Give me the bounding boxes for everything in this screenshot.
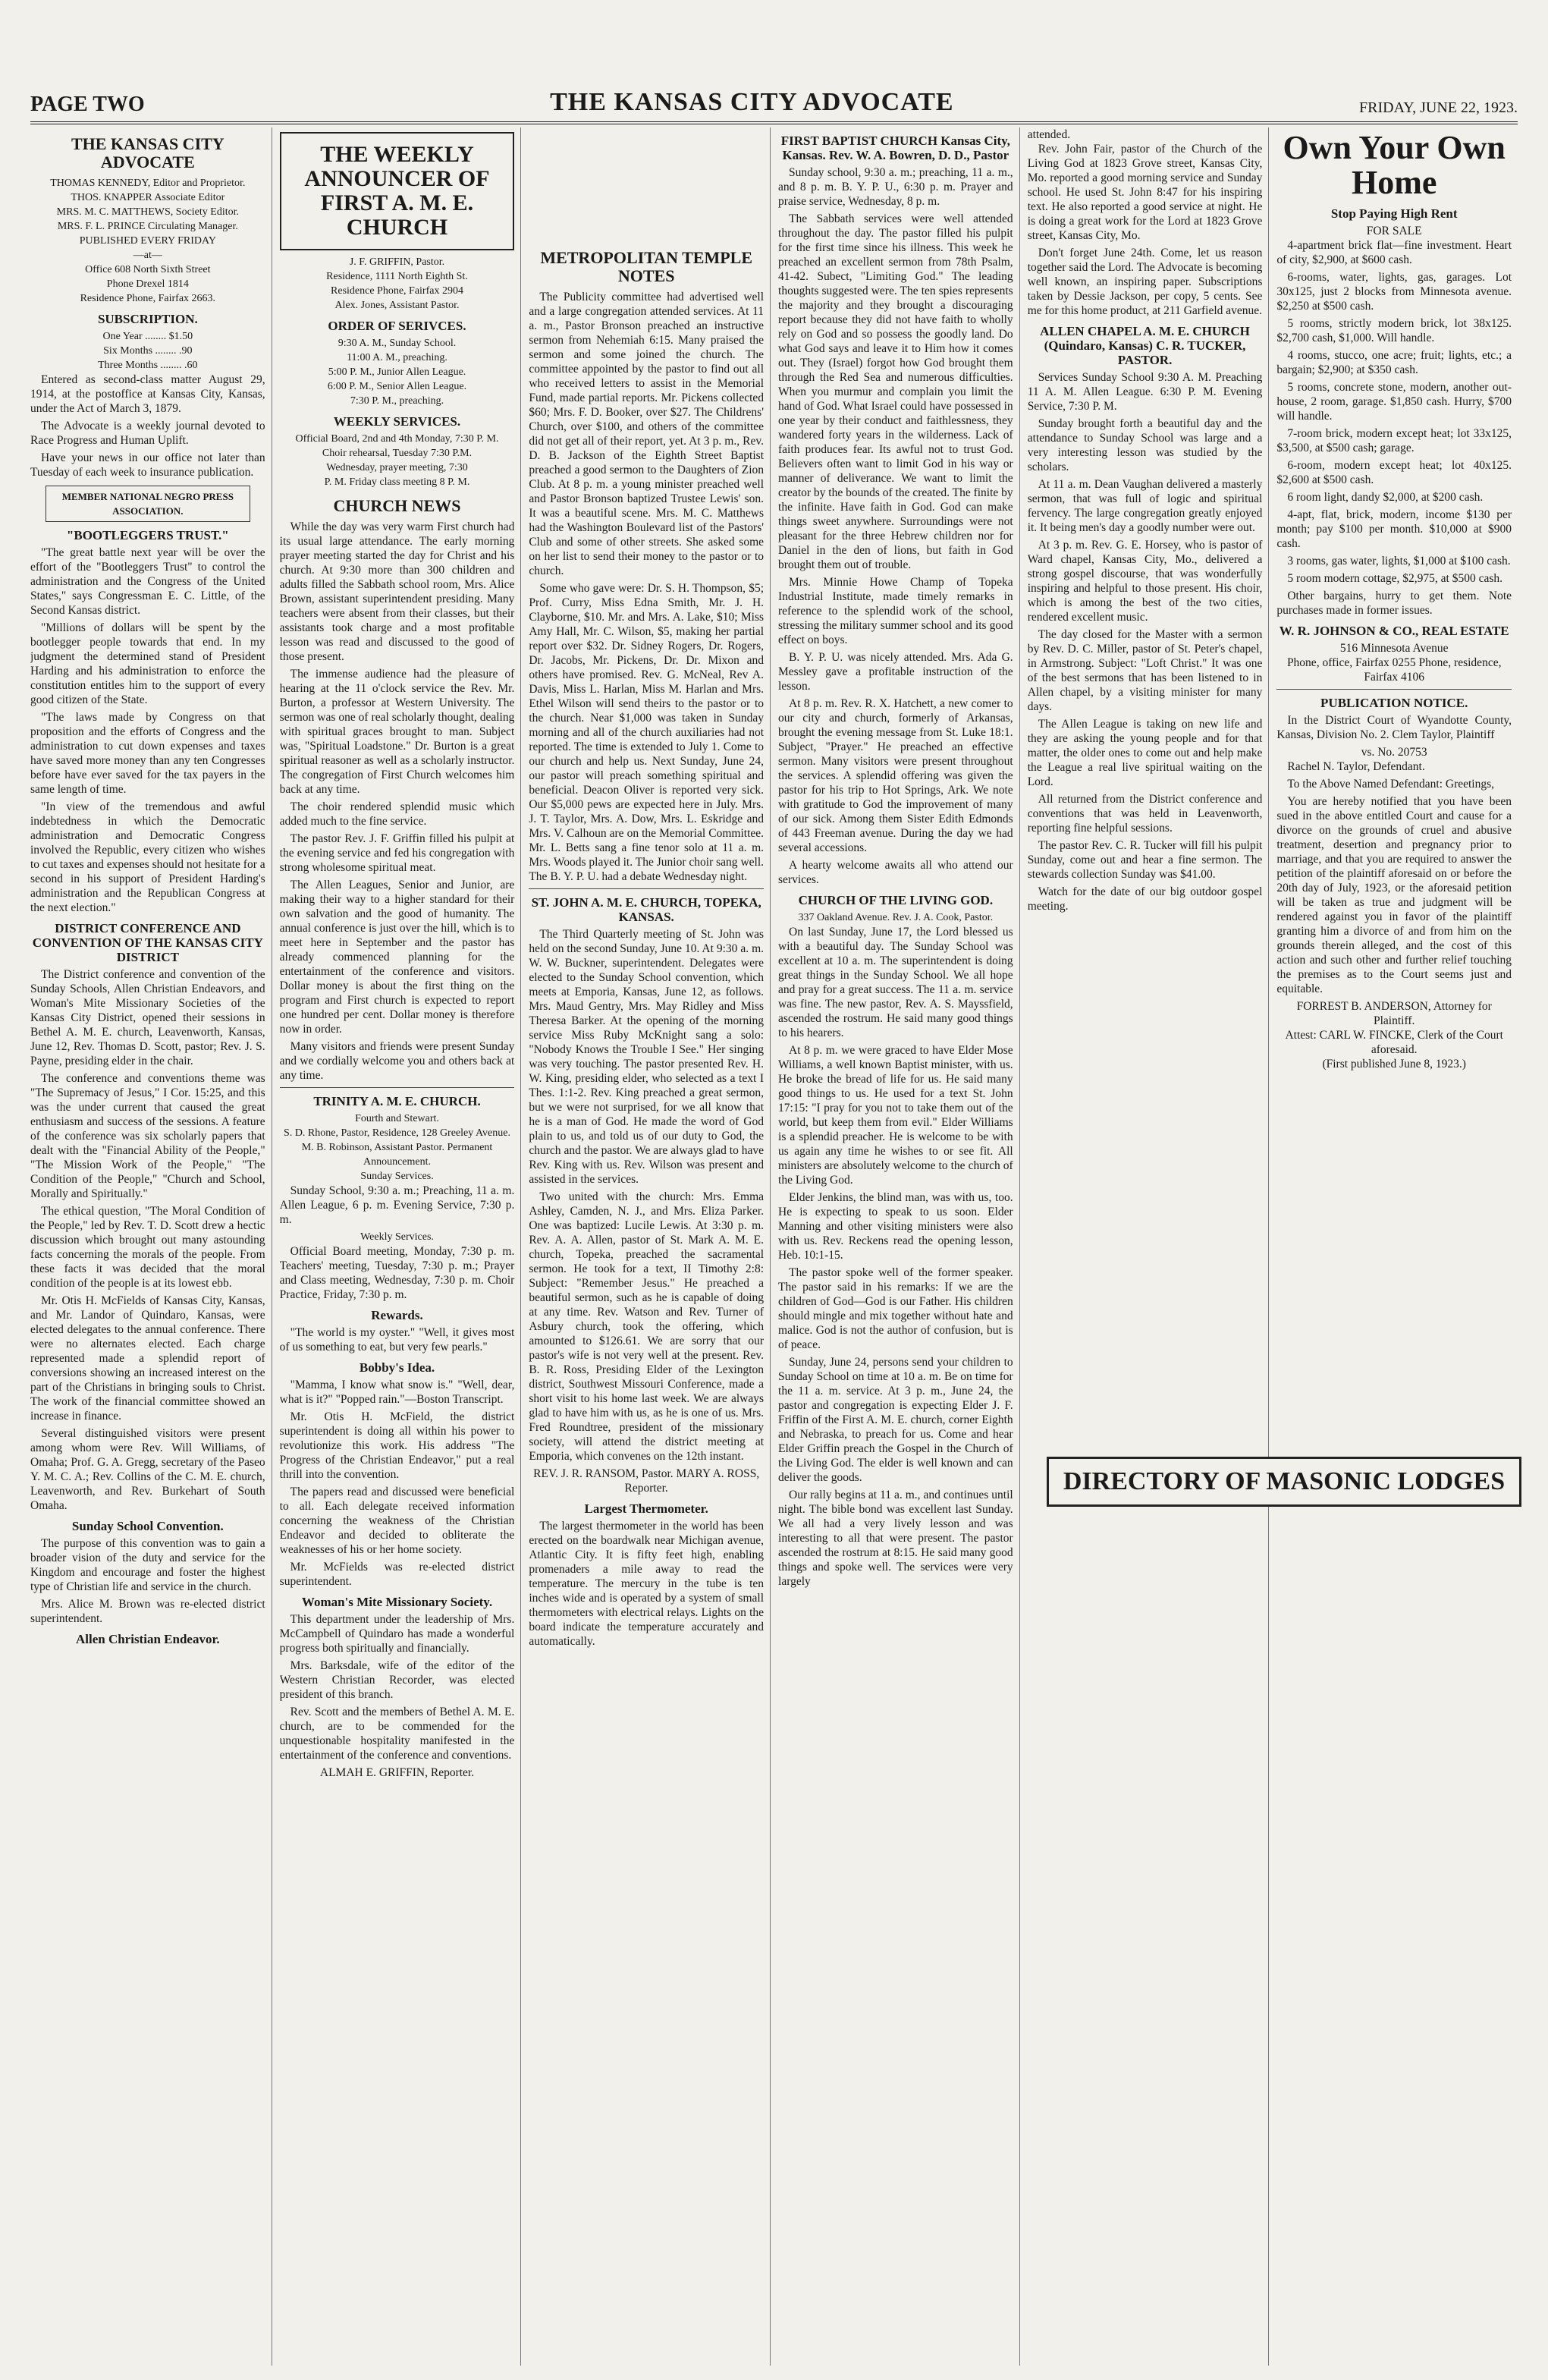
metro-head: METROPOLITAN TEMPLE NOTES [540,248,753,285]
masthead: THE KANSAS CITY ADVOCATE [550,88,954,116]
pastor-line: J. F. GRIFFIN, Pastor. [349,256,445,268]
trinity-line: Weekly Services. [360,1231,434,1243]
weekly-line: P. M. Friday class meeting 8 P. M. [324,476,470,488]
order-line: 11:00 A. M., preaching. [347,352,447,363]
living-god-head: CHURCH OF THE LIVING GOD. [798,893,994,907]
sub-line: One Year ........ $1.50 [102,331,193,342]
listing: 6 room light, dandy $2,000, at $200 cash. [1287,491,1484,504]
listing: 4-apt, flat, brick, modern, income $130 per month; pay $100 per month. $10,000 at $900 cash. [1276,508,1512,550]
pastor-line: Residence Phone, Fairfax 2904 [331,285,463,297]
sub-line: Six Months ........ .90 [103,345,193,357]
subscription-head: SUBSCRIPTION. [97,312,198,326]
divider [280,1087,515,1088]
trinity-line: M. B. Robinson, Assistant Pastor. Permanent Announcement. [301,1142,493,1168]
ss-para: Mrs. Alice M. Brown was re-elected district superintendent. [30,1598,265,1625]
stjohn-para: The Third Quarterly meeting of St. John was held on the second Sunday, June 10. At 9:30 a. m. W. W. Buckner, superintendent. Delegates were elected to the Sunday School convention, which meets at Emporia, Kansas, June 12, as follows. Mrs. Maud Gentry, Mrs. May Ridley and Miss Theresa Barker. At the opening of the morning service Miss Ruby McKnight sang a solo: "Nobody Knows the Trouble I See." Her singing was very touching. The pastor presented Rev. H. W. King, presiding elder, who selected as a text I Thes. 1:1-2. Rev. King preached a great sermon, but we were not surprised, for we all know that he is a man of God. He made the word of God plain to us, and told us of our duty to God, the church and the pastor. We are always glad to have Rev. King with us. Rev. Wilson was present and assisted in the services. [529,928,765,1186]
for-sale: FOR SALE [1366,225,1422,237]
bootleg-para: "In view of the tremendous and awful indebtedness in which the Democratic administration and Democratic Congress involved the Republic, every citizen who wishes to cut taxes and expenses should not hesitate for a second in his support of President Harding's administration and the Republican Congress at the next election." [30,800,265,914]
trinity-para: Sunday School, 9:30 a. m.; Preaching, 11 a. m. Allen League, 6 p. m. Evening Service, 7:30 p. m. [279,1184,515,1226]
first-para: A hearty welcome awaits all who attend our services. [778,859,1013,886]
listing: 5 rooms, strictly modern brick, lot 38x125. $2,700 cash, $1,000. Will handle. [1276,317,1512,344]
trinity-line: Sunday Services. [360,1171,434,1182]
weekly-line: Choir rehearsal, Tuesday 7:30 P.M. [322,448,473,459]
wmms-para: Mrs. Barksdale, wife of the editor of the Western Christian Recorder, was elected president of this branch. [279,1659,515,1701]
announcer-title: THE WEEKLY ANNOUNCER OF FIRST A. M. E. CHURCH [304,142,490,240]
news-para: The Allen Leagues, Senior and Junior, are making their way to a higher standard for their own salvation and the good of humanity. The annual conference is just over the hill, which is to meet here in September and the pastor has already commenced planning for the entertainment of the conference and visitors. Dollar money is about the first thing on the program and First church is expected to report one hundred per cent. Dollar money is therefore now in order. [279,879,515,1036]
agent-name: W. R. JOHNSON & CO., REAL ESTATE [1279,624,1509,638]
pub-sign: (First published June 8, 1923.) [1322,1058,1466,1071]
news-para: The pastor Rev. J. F. Griffin filled his pulpit at the evening service and fed his congregation with strong wholesome spiritual meat. [279,832,515,874]
stjohn-sign: REV. J. R. RANSOM, Pastor. MARY A. ROSS, Reporter. [533,1467,760,1495]
first-para: B. Y. P. U. was nicely attended. Mrs. Ada G. Messley gave a profitable instruction of the lesson. [778,651,1013,693]
staff-line: Office 608 North Sixth Street [85,264,211,275]
order-line: 9:30 A. M., Sunday School. [338,338,457,349]
column-5 [1028,127,1270,2366]
living-para: Our rally begins at 11 a. m., and continues until night. The bible bond was excellent last Sunday. We all had a very lively lesson and was interesting to all that were present. The pastor ascended the rostrum at 8:15. He said many good things and spoke well. The services were very largely [778,1489,1013,1588]
district-para: The ethical question, "The Moral Condition of the People," led by Rev. T. D. Scott drew a hectic discussion which brought out many astounding facts concerning the morals of the people. From these facts it was decided that the moral condition of the people is at its lowest ebb. [30,1205,265,1290]
listing: 4-apartment brick flat—fine investment. Heart of city, $2,900, at $600 cash. [1276,239,1512,266]
spacer [529,127,764,241]
pub-sign: Attest: CARL W. FINCKE, Clerk of the Court aforesaid. [1285,1029,1503,1056]
first-para: At 8 p. m. Rev. R. X. Hatchett, a new comer to our city and church, formerly of Arkansas, brought the evening message from St. Luke 18:1. Subject, "Prayer." He preached an effective sermon. Many visitors were present throughout the services. A splendid offering was given the pastor for his trip to Hot Springs, Ark. We note with gratitude to God the improvement of many of our sick. Among them Sister Edith Edmonds of 443 Freeman avenue. During the day we had several accessions. [778,697,1013,854]
sub-line: Three Months ........ .60 [98,360,198,371]
living-para: Sunday, June 24, persons send your children to Sunday School on time at 10 a. m. Be on time for the 11 a. m. service. At 3 p. m., June 24, the pastor and congregation is expecting Elder J. F. Friffin of the First A. M. E. church, corner Eighth and Nebraska, to preach for us. Come and hear Elder Griffin preach the Gospel in the Church of the Living God. The elder is well known and can deliver the goods. [778,1356,1013,1484]
page-header [30,83,1518,124]
pastor-line: Residence, 1111 North Eighth St. [326,271,468,282]
first-schedule: Sunday school, 9:30 a. m.; preaching, 11 a. m., and 8 p. m. B. Y. P. U., 6:30 p. m. Prayer and praise service, Wednesday, 8 p. m. [778,166,1013,208]
bootleg-head: "BOOTLEGGERS TRUST." [66,528,229,542]
order-head: ORDER OF SERIVCES. [328,319,466,333]
staff-line: —at— [133,250,162,261]
thermo-head: Largest Thermometer. [584,1501,708,1516]
pastor-line: Alex. Jones, Assistant Pastor. [334,300,460,311]
trinity-line: S. D. Rhone, Pastor, Residence, 128 Greeley Avenue. [284,1127,510,1139]
weekly-line: Wednesday, prayer meeting, 7:30 [326,462,468,473]
district-para: Mr. Otis H. McFields of Kansas City, Kansas, and Mr. Landor of Quindaro, Kansas, were elected delegates to the annual conference. There were no alternates elected. Each charge represented made a splendid report of conversions showing an increased interest on the part of the Christians in bringing souls to Christ. The work of the financial committee showed an increase in finance. [30,1294,265,1423]
allen-para: The day closed for the Master with a sermon by Rev. D. C. Miller, pastor of St. Peter's chapel, in Armstrong. Subject: "Loft Christ." It was one of the best sermons that has been listened to in Allen chapel, by a visiting minister for many days. [1027,628,1263,713]
pub-para: In the District Court of Wyandotte County, Kansas, Division No. 2. Clem Taylor, Plaintiff [1276,714,1512,741]
weekly-line: Official Board, 2nd and 4th Monday, 7:30 P. M. [295,433,499,445]
allen-para: Sunday brought forth a beautiful day and the attendance to Sunday School was large and a very interesting lesson was studied by the scholars. [1027,417,1263,473]
column-4 [778,127,1020,2366]
intro-para: Don't forget June 24th. Come, let us reason together said the Lord. The Advocate is becoming well known, an inspiring paper. Subscriptions taken by Dessie Jackson, per copy, 5 cents. See me for this home product, at 211 Garfield avenue. [1027,247,1263,317]
mission-note: The Advocate is a weekly journal devoted to Race Progress and Human Uplift. [30,420,265,447]
pub-para: You are hereby notified that you have been sued in the above entitled Court and cause for a divorce on the grounds of cruel and abusive treatment, desertion and pregnancy prior to marriage, and that you are required to answer the petition of the plaintiff aforesaid on or before the 20th day of July, 1923, or the aforesaid petition will be taken as true and judgment will be rendered against you in favor of the plaintiff granting him a divorce of and from him on the grounds therein alleged, and the cost of this action and such other and further relief touching the premises as to the Court seems just and equitable. [1276,795,1512,995]
ace-head: Allen Christian Endeavor. [75,1632,220,1646]
wmms-para: Rev. Scott and the members of Bethel A. M. E. church, are to be commended for the unquestionable hospitality manifested in the entertainment of the conference and conventions. [279,1706,515,1762]
column-3 [529,127,771,2366]
listing: 4 rooms, stucco, one acre; fruit; lights, etc.; a bargain; $2,900; at $350 cash. [1276,349,1512,376]
pub-para: Rachel N. Taylor, Defendant. [1287,760,1425,773]
living-para: On last Sunday, June 17, the Lord blessed us with a beautiful day. The Sunday School was excellent at 10 a. m. The superintendent is doing great things in the Sunday School. We all hope and pray for a great success. The 11 a. m. service was fine. The new pastor, Rev. A. S. Mayssfield, ascended the rostrum. He said many good things to his hearers. [778,926,1013,1039]
district-para: The conference and conventions theme was "The Supremacy of Jesus," I Cor. 15:25, and this was the under current that caused the great enthusiasm and success of the sessions. A feature of the conference was six scholarly papers that dealt with the "Financial Ability of the People," "The Mission Work of the People," "The Condition of the People," "Church and School, Morally and Spiritually." [30,1072,265,1200]
entered-note: Entered as second-class matter August 29, 1914, at the postoffice at Kansas City, Kansas, under the Act of March 3, 1879. [30,373,265,415]
staff-line: MRS. F. L. PRINCE Circulating Manager. [57,221,238,232]
listing: 7-room brick, modern except heat; lot 33x125, $3,500, at $500 cash; garage. [1276,427,1512,454]
stjohn-para: Two united with the church: Mrs. Emma Ashley, Camden, N. J., and Mrs. Eliza Parker. One was baptized: Lucile Lewis. At 3:30 p. m. Rev. A. A. Allen, pastor of St. Mark A. M. E. church, Topeka, preached the sacramental sermon. He took for a text, II Timothy 2:8: Subject: "Remember Jesus." He preached a beautiful sermon, such as he is capable of doing at any time. Rev. Watson and Rev. Turner of Asbury church, took the offering, which amounted to $126.61. We are sorry that our pastor's wife is not very well at the present. Rev. B. R. Ross, Presiding Elder of the Lexington district, Southwest Missouri Conference, made a short visit to his home last week. We are always glad to have him with us, as he is one of us. Mrs. Fred Roundtree, president of the missionary society, will attend the district meeting at Emporia, which convenes on the 12th instant. [529,1190,765,1463]
order-line: 5:00 P. M., Junior Allen League. [328,366,466,378]
attended-line: attended. [1027,128,1071,141]
bobby-head: Bobby's Idea. [359,1360,435,1375]
bootleg-para: "The great battle next year will be over the effort of the "Bootleggers Trust" to control the administration and the Congress of the United States," says Congressman E. C. Little, of the Second Kansas district. [30,546,265,617]
listing: 6-room, modern except heat; lot 40x125. $2,600 at $500 cash. [1276,459,1512,486]
staff-line: Residence Phone, Fairfax 2663. [80,293,216,304]
metro-para: The Publicity committee had advertised well and a large congregation attended services. At 11 a. m., Pastor Bronson preached an instructive sermon from Nehemiah 6:15. Many praised the sermon and some joined the church. The committee appointed by the pastor to find out all who received letters to assist in the Memorial Fund, made partial reports. Mr. Pickens collected $60; Mrs. F. D. Booker, over $27. The Childrens' Church, over $100, and others of the committee did not get all of their report, yet. At 3 p. m., Rev. D. B. Jackson of the Eighth Street Baptist preached a good sermon to the Daughters of Zion Club. At 8 p. m. a young minister preached well and Pastor Bronson baptized Trustee Lewis' son. It was a beautiful scene. Mrs. M. C. Matthews had the Washington Boulevard list of the Pastors' Club and some of other streets. She asked some on her list to send their money to the pastor or to church. [529,291,765,577]
mcfield-para: Mr. McFields was re-elected district superintendent. [279,1561,515,1588]
wmms-head: Woman's Mite Missionary Society. [301,1595,493,1609]
ss-head: Sunday School Convention. [71,1519,224,1533]
staff-line: Phone Drexel 1814 [106,278,189,290]
staff-line: THOMAS KENNEDY, Editor and Proprietor. [50,178,246,189]
first-baptist-head: FIRST BAPTIST CHURCH Kansas City, Kansas. Rev. W. A. Bowren, D. D., Pastor [780,134,1010,162]
trinity-line: Fourth and Stewart. [355,1113,439,1124]
columns [30,127,1518,2366]
news-para: The choir rendered splendid music which added much to the fine service. [279,800,515,828]
staff-line: THOS. KNAPPER Associate Editor [71,192,225,203]
pub-para: To the Above Named Defendant: Greetings, [1287,778,1495,791]
allen-para: At 11 a. m. Dean Vaughan delivered a masterly sermon, that was full of logic and spiritual fervency. The large congregation greatly enjoyed it. It being men's day a goodly number were out. [1027,478,1263,534]
district-para: Several distinguished visitors were present among whom were Rev. Will Williams, of Omaha; Prof. G. A. Gregg, secretary of the Paseo Y. M. C. A.; Rev. Collins of the C. M. E. church, Leavenworth, and Rev. Burkehart of South Omaha. [30,1427,265,1512]
agent-phone: Phone, office, Fairfax 0255 Phone, residence, Fairfax 4106 [1286,656,1502,684]
trinity-head: TRINITY A. M. E. CHURCH. [313,1094,481,1108]
ad-headline: Own Your Own Home [1283,129,1506,201]
masonic-directory-title: DIRECTORY OF MASONIC LODGES [1047,1457,1521,1507]
first-para: Mrs. Minnie Howe Champ of Topeka Industrial Institute, made timely remarks in reference to the splendid work of the school, stressing the military summer school and its good effect on boys. [778,576,1013,646]
allen-para: All returned from the District conference and conventions that was held in Leavenworth, reporting fine helpful sessions. [1027,793,1263,835]
column-6 [1276,127,1518,2366]
news-note: Have your news in our office not later than Tuesday of each week to insurance publication. [30,451,265,479]
bobby-text: "Mamma, I know what snow is." "Well, dear, what is it?" "Popped rain."—Boston Transcript. [279,1379,515,1406]
mcfield-para: The papers read and discussed were beneficial to all. Each delegate received information concerning the weakness of the Christian Endeavor and decided to obliterate the weaknesses of his or her home society. [279,1486,515,1556]
pub-sign: FORREST B. ANDERSON, Attorney for Plaintiff. [1296,1000,1492,1027]
divider [529,888,764,889]
rewards-text: "The world is my oyster." "Well, it gives most of us something to eat, but very few pearls." [279,1326,515,1353]
living-para: The pastor spoke well of the former speaker. The pastor said in his remarks: If we are the children of God—God is our Father. His children should mingle and mix together without hate and malice. God is not the author of confusion, but is of peace. [778,1266,1013,1351]
column-1 [30,127,272,2366]
news-para: Many visitors and friends were present Sunday and we cordially welcome you and others back at any time. [279,1040,515,1082]
district-para: The District conference and convention of the Sunday Schools, Allen Christian Endeavors, and Woman's Mite Missionary Societies of the Kansas City District, opened their sessions in Bethel A. M. E. church, Leavenworth, Kansas, June 12, Rev. Thomas D. Scott, pastor; Rev. J. S. Payne, presiding elder in the chair. [30,968,265,1067]
wmms-para: This department under the leadership of Mrs. McCampbell of Quindaro has made a wonderful progress both spiritually and financially. [279,1613,515,1655]
bootleg-para: "Millions of dollars will be spent by the bootlegger people towards that end. In my judgment the determined stand of President Harding and his administration to enforce the constitution entitles him to the support of every good citizen of the State. [30,621,265,706]
weekly-head: WEEKLY SERVICES. [333,414,461,429]
living-god-addr: 337 Oakland Avenue. Rev. J. A. Cook, Pastor. [798,912,994,923]
member-badge: MEMBER NATIONAL NEGRO PRESS ASSOCIATION. [46,486,250,522]
ad-subhead: Stop Paying High Rent [1330,206,1458,221]
pub-line: vs. No. 20753 [1361,746,1427,759]
allen-schedule: Services Sunday School 9:30 A. M. Preaching 11 A. M. Allen League. 6:30 P. M. Evening Service, 7:30 P. M. [1027,371,1263,413]
allen-para: The pastor Rev. C. R. Tucker will fill his pulpit Sunday, come out and hear a fine sermon. The stewards collection Sunday was $41.00. [1027,839,1263,881]
trinity-para: Official Board meeting, Monday, 7:30 p. m. Teachers' meeting, Tuesday, 7:30 p. m.; Prayer and Class meeting, Wednesday, 7:30 p. m. Choir Practice, Friday, 7:30 p. m. [279,1245,515,1301]
trinity-block [280,1111,515,1184]
allen-para: The Allen League is taking on new life and they are asking the young people and for that matter, the older ones to come out and help make the League a real live spiritual waiting on the Lord. [1027,718,1263,788]
allen-chapel-head: ALLEN CHAPEL A. M. E. CHURCH (Quindaro, Kansas) C. R. TUCKER, PASTOR. [1040,324,1250,367]
staff-line: MRS. M. C. MATTHEWS, Society Editor. [56,206,240,218]
listing: 3 rooms, gas water, lights, $1,000 at $100 cash. [1287,555,1511,567]
agent-address: 516 Minnesota Avenue [1339,642,1449,655]
paper-title: THE KANSAS CITY ADVOCATE [71,134,225,171]
listing: 5 rooms, concrete stone, modern, another out-house, 2 room, garage. $1,850 cash. Hurry, $700 will handle. [1276,381,1512,423]
intro-para: Rev. John Fair, pastor of the Church of the Living God at 1823 Grove street, Kansas City, Mo. reported a good morning service and Sunday school. He used St. John 8:47 for his inspiring text. He also reported a good service at night. He is doing a great work for the Lord at 1823 Grove street, Kansas City, Mo. [1027,143,1263,242]
allen-para: At 3 p. m. Rev. G. E. Horsey, who is pastor of Ward chapel, Kansas City, Mo., delivered a strong gospel discourse, that was wonderfully inspiring and helpful to those present. His choir, which is among the best of the two cities, rendered excellent music. [1027,539,1263,624]
pub-notice-head: PUBLICATION NOTICE. [1320,696,1468,710]
thermo-text: The largest thermometer in the world has been erected on the boardwalk near Michigan avenue, Atlantic City. It is fifty feet high, enabling promenaders a mile away to read the temperature. The mercury in the tube is ten inches wide and is operated by a system of small thermometers with electrical relays. Lights on the board indicate the temperature accurately and automatically. [529,1520,765,1648]
news-para: While the day was very warm First church had its usual large attendance. The early morning prayer meeting started the day for Christ and his church. At 9:30 more than 300 children and adults filled the Sabbath school room, Mrs. Alice Brown, assistant superintendent presiding. Many teachers were absent from their classes, but their assistants took charge and a most profitable lesson was read and discussed to the good of those present. [279,520,515,663]
divider [1276,689,1512,690]
pastor-block [280,255,515,489]
issue-date: FRIDAY, JUNE 22, 1923. [1359,99,1518,116]
bootleg-para: "The laws made by Congress on that proposition and the efforts of Congress and the administration to cut down expenses and taxes have saved more money than any ten Congresses before have ever saved for the tax payers in the same length of time. [30,711,265,796]
order-line: 6:00 P. M., Senior Allen League. [327,381,467,392]
order-line: 7:30 P. M., preaching. [350,395,444,407]
listing: 5 room modern cottage, $2,975, at $500 cash. [1287,572,1503,585]
announcer-box [280,132,515,250]
reporter-sign: ALMAH E. GRIFFIN, Reporter. [319,1766,475,1779]
mcfield-para: Mr. Otis H. McField, the district superintendent is doing all within his power to revolutionize this work. His address "The Progress of the Christian Endeavor," put a real thrill into the convention. [279,1410,515,1481]
metro-para: Some who gave were: Dr. S. H. Thompson, $5; Prof. Curry, Miss Edna Smith, Mr. J. H. Clayborne, $10. Mr. and Mrs. A. Lake, $10; Miss Amy Hall, Mr. C. Wilson, $5, making her partial report over $32. Dr. Sidney Rogers, Dr. Rogers, Dr. Jacobs, Mr. Pickens, Dr. Dr. Mixon and others have promised. Rev. G. McNeal, Rev A. Davis, Miss L. Harlan, Miss M. Harlan and Mrs. Ethel Wilson will send theirs to the pastor or to the church. Near $1,000 was taken in Sunday morning and all of the church auxiliaries had not reported. The time is extended to July 1. Come to our church and help us. Next Sunday, June 24, our pastor will preach something spiritual and beneficial. Deacon Oliver is reported very sick. Our $5,000 pews are expected here in July. Mrs. J. T. Taylor, Mrs. A. Dow, Mrs. L. Eskridge and Mrs. V. Calhoun are on the Memorial Committee. Mr. L. Betts sang a fine tenor solo at 11 a. m. Mrs. Woods played it. The Junior choir sang well. The B. Y. P. U. had a debate Wednesday night. [529,582,765,883]
church-news-head: CHURCH NEWS [333,496,461,515]
district-head: DISTRICT CONFERENCE AND CONVENTION OF THE KANSAS CITY DISTRICT [32,921,263,964]
living-para: Elder Jenkins, the blind man, was with us, too. He is expecting to speak to us soon. Elder Manning and other visiting ministers were also with us. Rev. Reckens read the opening lesson, Heb. 10:1-15. [778,1191,1013,1262]
stjohn-head: ST. JOHN A. M. E. CHURCH, TOPEKA, KANSAS. [531,895,761,924]
page-label: PAGE TWO [30,93,145,116]
staff-line: PUBLISHED EVERY FRIDAY [79,235,216,247]
rewards-head: Rewards. [371,1308,423,1322]
allen-para: Watch for the date of our big outdoor gospel meeting. [1027,885,1263,913]
living-para: At 8 p. m. we were graced to have Elder Mose Williams, a well known Baptist minister, with us. He broke the bread of life for us. He said many good things to us. He used for a text St. John 17:15: "I pray for you not to take them out of the world, but keep them from evil." Elder Williams is a splendid preacher. He is welcome to be with us again any time he wishes to or see fit. All ministers are absolutely welcome to the church of the Living God. [778,1044,1013,1187]
news-para: The immense audience had the pleasure of hearing at the 11 o'clock service the Rev. Mr. Burton, a professor at Western University. The sermon was one of real scholarly thought, dealing with spiritual graces brought to man. Subject was, "Spiritual Loadstone." Dr. Burton is a great spiritual reasoner as well as a scholarly instructor. The congregation of First Church welcomes him back at any time. [279,668,515,796]
listing: Other bargains, hurry to get them. Note purchases made in former issues. [1276,589,1512,617]
staff-list [30,176,265,373]
ss-para: The purpose of this convention was to gain a broader vision of the duty and service for the Kingdom and encourage and foster the highest type of Christian life and service in the church. [30,1537,265,1593]
first-para: The Sabbath services were well attended throughout the day. The pastor filled his pulpit for the first time since his illness. This week he preached an excellent sermon from 78th Psalm, 41-42. Subect, "Limiting God." The leading thoughts suggested were. The ten spies represents the majority and they brought a discouraging report because they did not have faith to wholly rely on God and so possess the goodly land. Do what God says and leave it to Him how it comes out. They (Israel) forgot how God brought them through the Red Sea and numerous difficulties. When you murmur and complain you limit the hand of God. What Israel could have possessed in one year by their conduct and faithlessness, they wandered forty years in the wilderness. Lack of faith produces fear. Its awful not to trust God. Believers often want to limit God in his way or manner of deliverance. We want to limit the creator by the bounds of the created. The finite by the infinite. Have faith in God. God can make things sweet anywhere. Surroundings were not pleasant for the three Hebrew children nor for Daniel in the den of lions, but faith in God brought them out of trouble. [778,212,1013,571]
listing: 6-rooms, water, lights, gas, garages. Lot 30x125, just 2 blocks from Minnesota avenue. $2,250 at $500 cash. [1276,271,1512,313]
column-2 [280,127,522,2366]
